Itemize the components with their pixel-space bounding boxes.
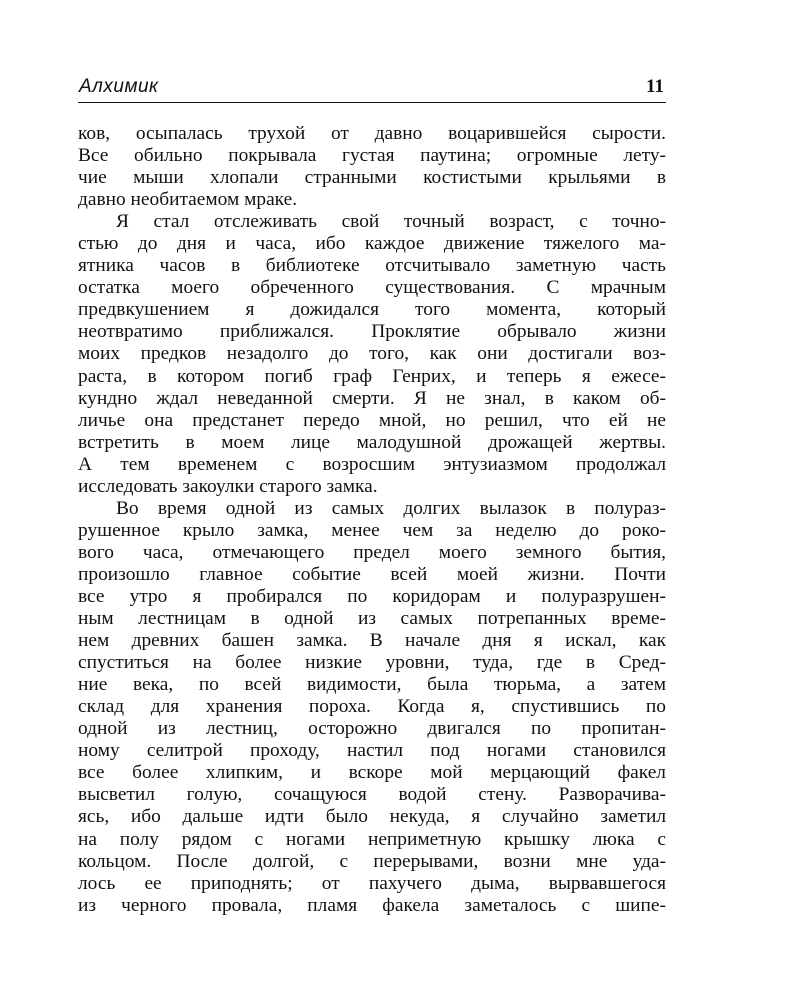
text-line: все более хлипким, и вскоре мой мерцающий факел [78,762,666,784]
text-line: из черного провала, пламя факела заметалось с шипе- [78,894,666,916]
text-line: моих предков незадолго до того, как они достигали воз- [78,343,666,365]
text-line: чие мыши хлопали странными костистыми крыльями в [78,167,666,189]
text-line: ясь, ибо дальше идти было некуда, я случайно заметил [78,806,666,828]
text-line: Все обильно покрывала густая паутина; огромные лету- [78,145,666,167]
text-line: встретить в моем лице малодушной дрожащей жертвы. [78,431,666,453]
text-line: Я стал отслеживать свой точный возраст, с точно- [116,211,666,233]
text-line: произошло главное событие всей моей жизни. Почти [78,563,666,585]
text-line: ятника часов в библиотеке отсчитывало заметную часть [78,255,666,277]
text-line: вого часа, отмечающего предел моего земного бытия, [78,541,666,563]
text-line: ков, осыпалась трухой от давно воцарившейся сырости. [78,123,666,144]
text-line: нем древних башен замка. В начале дня я искал, как [78,630,666,652]
text-line: спуститься на более низкие уровни, туда, где в Сред- [78,652,666,674]
body-text [78,123,666,917]
text-line: личье она предстанет передо мной, но решил, что ей не [78,409,666,431]
text-line: неотвратимо приближался. Проклятие обрывало жизни [78,321,666,343]
text-line: кундно ждал неведанной смерти. Я не знал, в каком об- [78,387,666,409]
text-line: на полу рядом с ногами неприметную крышку люка с [78,828,666,850]
text-line: А тем временем с возросшим энтузиазмом продолжал [78,453,666,475]
text-line: ным лестницам в одной из самых потрепанных време- [78,608,666,630]
text-line: одной из лестниц, осторожно двигался по пропитан- [78,718,666,740]
text-line: остатка моего обреченного существования. С мрачным [78,277,666,299]
running-title: Алхимик [79,76,159,97]
text-line: Во время одной из самых долгих вылазок в полураз- [116,497,666,519]
text-line: давно необитаемом мраке. [78,189,298,211]
text-line: предвкушением я дожидался того момента, который [78,299,666,321]
text-line: все утро я пробирался по коридорам и полуразрушен- [78,585,666,607]
text-line: рушенное крыло замка, менее чем за неделю до роко- [78,519,666,541]
text-line: стью до дня и часа, ибо каждое движение тяжелого ма- [78,233,666,255]
text-line: ному селитрой проходу, настил под ногами становился [78,740,666,762]
text-line: исследовать закоулки старого замка. [78,475,378,497]
text-line: ние века, по всей видимости, была тюрьма, а затем [78,674,666,696]
text-line: раста, в котором погиб граф Генрих, и теперь я ежесе- [78,365,666,387]
text-line: лось ее приподнять; от пахучего дыма, вырвавшегося [78,872,666,894]
page-number: 11 [646,76,664,97]
text-line: высветил голую, сочащуюся водой стену. Разворачива- [78,784,666,806]
running-header [78,74,666,103]
text-line: кольцом. После долгой, с перерывами, возни мне уда- [78,850,666,872]
text-line: склад для хранения пороха. Когда я, спустившись по [78,696,666,718]
book-page [78,74,666,917]
